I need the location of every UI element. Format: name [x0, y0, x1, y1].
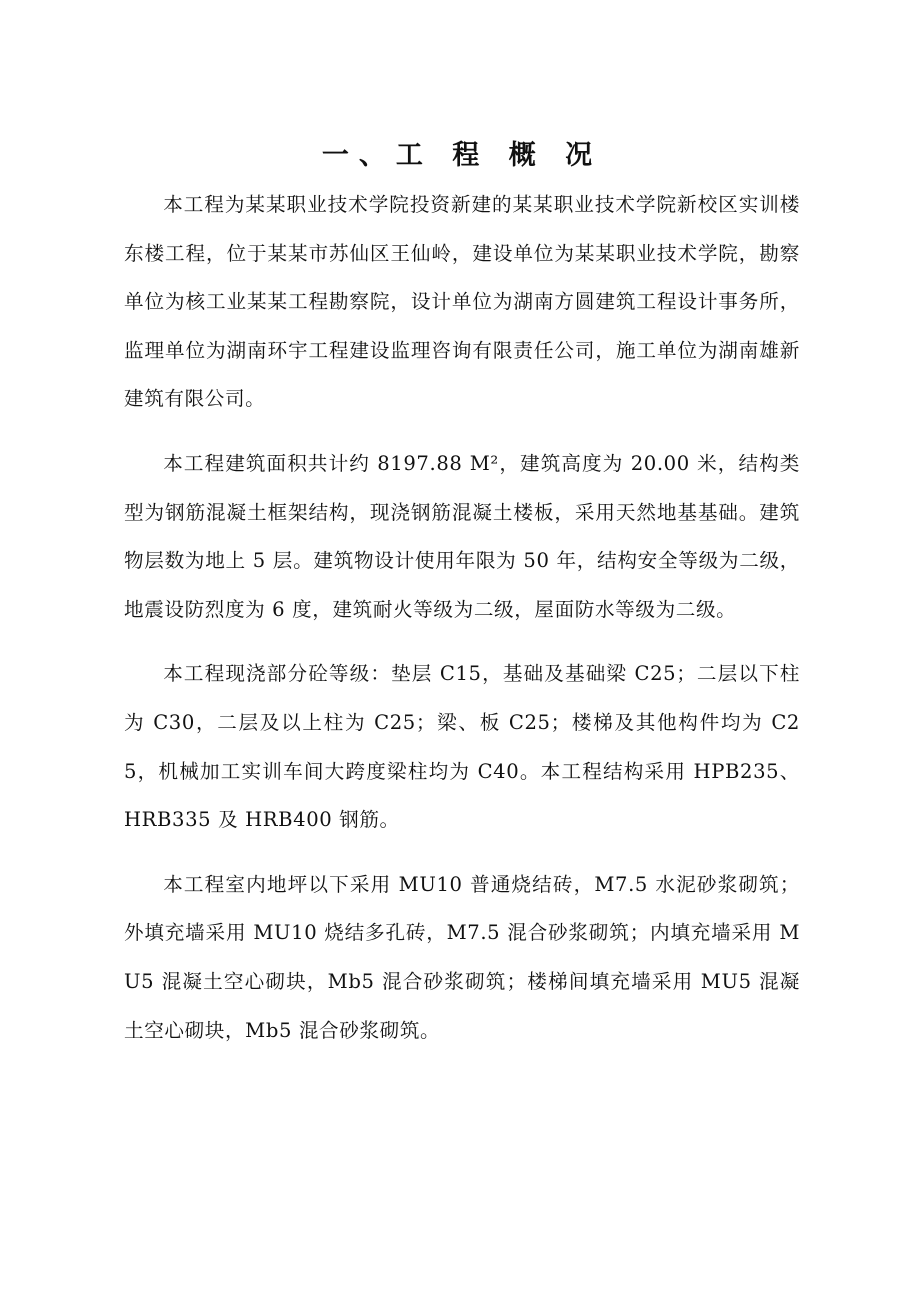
section-title: 一、工 程 概 况: [321, 140, 603, 171]
paragraph-masonry: 本工程室内地坪以下采用 MU10 普通烧结砖，M7.5 水泥砂浆砌筑；外填充墙采用 MU10 烧结多孔砖，M7.5 混合砂浆砌筑；内填充墙采用 MU5 混凝土空心砌块，Mb5 混合砂浆砌筑；楼梯间填充墙采用 MU5 混凝土空心砌块，Mb5 混合砂浆砌筑。: [124, 872, 800, 1042]
paragraph-project-parties: 本工程为某某职业技术学院投资新建的某某职业技术学院新校区实训楼东楼工程，位于某某市苏仙区王仙岭，建设单位为某某职业技术学院，勘察单位为核工业某某工程勘察院，设计单位为湖南方圆建筑工程设计事务所，监理单位为湖南环宇工程建设监理咨询有限责任公司，施工单位为湖南雄新建筑有限公司。: [124, 193, 800, 411]
paragraph-building-specs: 本工程建筑面积共计约 8197.88 M²，建筑高度为 20.00 米，结构类型为钢筋混凝土框架结构，现浇钢筋混凝土楼板，采用天然地基基础。建筑物层数为地上 5 层。建筑物设计使用年限为 50 年，结构安全等级为二级，地震设防烈度为 6 度，建筑耐火等级为二级，屋面防水等级为二级。: [124, 451, 800, 621]
document-body: [124, 181, 800, 1071]
paragraph-concrete-grades: 本工程现浇部分砼等级：垫层 C15，基础及基础梁 C25；二层以下柱为 C30，二层及以上柱为 C25；梁、板 C25；楼梯及其他构件均为 C25，机械加工实训车间大跨度梁柱均为 C40。本工程结构采用 HPB235、HRB335 及 HRB400 钢筋。: [124, 662, 800, 832]
